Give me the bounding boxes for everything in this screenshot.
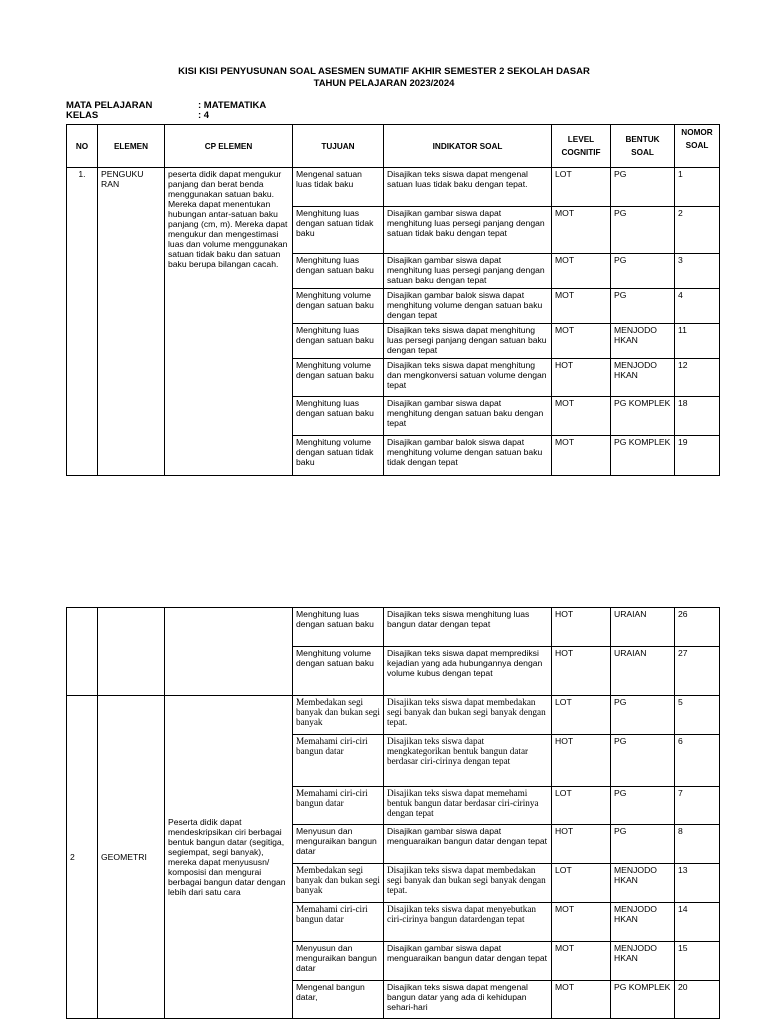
bentuk-cell: PG KOMPLEK — [611, 397, 675, 436]
nomor-cell: 5 — [675, 696, 720, 735]
indikator-cell: Disajikan teks siswa dapat membedakan segi banyak dan bukan segi banyak dengan tepat. — [384, 864, 552, 903]
level-cell: LOT — [552, 696, 611, 735]
table-header-row — [67, 125, 720, 168]
indikator-cell: Disajikan gambar siswa dapat menghitung luas persegi panjang dengan satuan baku dengan tepat — [384, 254, 552, 289]
col-header-no: NO — [67, 125, 98, 168]
nomor-cell: 18 — [675, 397, 720, 436]
indikator-cell: Disajikan teks siswa dapat menghitung dan mengkonversi satuan volume dengan tepat — [384, 359, 552, 397]
level-cell: HOT — [552, 825, 611, 864]
level-cell: HOT — [552, 359, 611, 397]
level-cell: MOT — [552, 207, 611, 254]
bentuk-cell: PG KOMPLEK — [611, 436, 675, 476]
level-cell: MOT — [552, 942, 611, 981]
tujuan-cell: Memahami ciri-ciri bangun datar — [293, 903, 384, 942]
indikator-cell: Disajikan teks siswa dapat memehami bentuk bangun datar berdasar ciri-cirinya dengan tepat — [384, 787, 552, 825]
level-cell: MOT — [552, 289, 611, 324]
tujuan-cell: Membedakan segi banyak dan bukan segi banyak — [293, 696, 384, 735]
nomor-cell: 2 — [675, 207, 720, 254]
cp-elemen-cell: peserta didik dapat mengukur panjang dan berat benda menggunakan satuan baku. Mereka dapat menentukan hubungan antar-satuan baku panjang (cm, m). Mereka dapat mengukur dan mengestimasi luas dan volume menggunakan satuan tidak baku dan satuan baku berupa bilangan cacah. — [165, 168, 293, 476]
bentuk-cell: MENJODO HKAN — [611, 864, 675, 903]
level-cell: LOT — [552, 787, 611, 825]
tujuan-cell: Menghitung luas dengan satuan baku — [293, 397, 384, 436]
col-header-nomor: NOMOR SOAL — [675, 125, 720, 168]
level-cell: MOT — [552, 981, 611, 1019]
bentuk-cell: PG — [611, 168, 675, 207]
indikator-cell: Disajikan gambar siswa dapat menghitung dengan satuan baku dengan tepat — [384, 397, 552, 436]
level-cell: HOT — [552, 608, 611, 647]
col-header-level: LEVEL COGNITIF — [552, 125, 611, 168]
nomor-cell: 4 — [675, 289, 720, 324]
bentuk-cell: MENJODO HKAN — [611, 359, 675, 397]
col-header-bentuk: BENTUK SOAL — [611, 125, 675, 168]
subject-label: MATA PELAJARAN — [66, 100, 153, 111]
level-cell: LOT — [552, 168, 611, 207]
subject-value: : MATEMATIKA — [198, 100, 267, 111]
indikator-cell: Disajikan teks siswa dapat memprediksi kejadian yang ada hubungannya dengan volume kubus dengan tepat — [384, 647, 552, 696]
nomor-cell: 7 — [675, 787, 720, 825]
nomor-cell: 8 — [675, 825, 720, 864]
indikator-cell: Disajikan teks siswa dapat mengenal satuan luas tidak baku dengan tepat. — [384, 168, 552, 207]
nomor-cell: 27 — [675, 647, 720, 696]
nomor-cell: 6 — [675, 735, 720, 787]
bentuk-cell: MENJODO HKAN — [611, 324, 675, 359]
tujuan-cell: Menghitung luas dengan satuan baku — [293, 608, 384, 647]
class-line — [66, 111, 209, 121]
bentuk-cell: PG — [611, 787, 675, 825]
tujuan-cell: Menghitung luas dengan satuan baku — [293, 254, 384, 289]
level-cell: MOT — [552, 324, 611, 359]
document-title — [66, 66, 702, 90]
elemen-cell: GEOMETRI — [98, 696, 165, 1019]
class-label: KELAS — [66, 110, 99, 121]
nomor-cell: 15 — [675, 942, 720, 981]
elemen-cell-empty — [98, 608, 165, 696]
indikator-cell: Disajikan teks siswa dapat menghitung luas persegi panjang dengan satuan baku dengan tepat — [384, 324, 552, 359]
level-cell: HOT — [552, 735, 611, 787]
tujuan-cell: Menghitung volume dengan satuan baku — [293, 289, 384, 324]
tujuan-cell: Menghitung luas dengan satuan tidak baku — [293, 207, 384, 254]
bentuk-cell: URAIAN — [611, 647, 675, 696]
col-header-cp-elemen: CP ELEMEN — [165, 125, 293, 168]
col-header-indikator: INDIKATOR SOAL — [384, 125, 552, 168]
bentuk-cell: PG — [611, 696, 675, 735]
elemen-cell: PENGUKU RAN — [98, 168, 165, 476]
bentuk-cell: PG — [611, 735, 675, 787]
level-cell: HOT — [552, 647, 611, 696]
tujuan-cell: Menghitung volume dengan satuan baku — [293, 647, 384, 696]
tujuan-cell: Mengenal satuan luas tidak baku — [293, 168, 384, 207]
no-cell: 1. — [67, 168, 98, 476]
tujuan-cell: Menyusun dan menguraikan bangun datar — [293, 942, 384, 981]
nomor-cell: 26 — [675, 608, 720, 647]
indikator-cell: Disajikan gambar balok siswa dapat menghitung volume dengan satuan baku tidak dengan tepat — [384, 436, 552, 476]
level-cell: MOT — [552, 254, 611, 289]
indikator-cell: Disajikan teks siswa dapat menyebutkan ciri-cirinya bangun datardengan tepat — [384, 903, 552, 942]
bentuk-cell: PG — [611, 254, 675, 289]
indikator-cell: Disajikan teks siswa dapat mengenal bangun datar yang ada di kehidupan sehari-hari — [384, 981, 552, 1019]
nomor-cell: 11 — [675, 324, 720, 359]
indikator-cell: Disajikan teks siswa dapat mengkategorikan bentuk bangun datar berdasar ciri-cirinya dengan tepat — [384, 735, 552, 787]
col-header-elemen: ELEMEN — [98, 125, 165, 168]
bentuk-cell: PG — [611, 825, 675, 864]
bentuk-cell: MENJODO HKAN — [611, 942, 675, 981]
level-cell: MOT — [552, 397, 611, 436]
bentuk-cell: URAIAN — [611, 608, 675, 647]
tujuan-cell: Memahami ciri-ciri bangun datar — [293, 735, 384, 787]
nomor-cell: 1 — [675, 168, 720, 207]
tujuan-cell: Menghitung luas dengan satuan baku — [293, 324, 384, 359]
level-cell: MOT — [552, 903, 611, 942]
nomor-cell: 19 — [675, 436, 720, 476]
tujuan-cell: Memahami ciri-ciri bangun datar — [293, 787, 384, 825]
title-line-1: KISI KISI PENYUSUNAN SOAL ASESMEN SUMATIF AKHIR SEMESTER 2 SEKOLAH DASAR — [178, 66, 590, 77]
no-cell: 2 — [67, 696, 98, 1019]
tujuan-cell: Mengenal bangun datar, — [293, 981, 384, 1019]
nomor-cell: 20 — [675, 981, 720, 1019]
indikator-cell: Disajikan teks siswa dapat membedakan segi banyak dan bukan segi banyak dengan tepat. — [384, 696, 552, 735]
level-cell: MOT — [552, 436, 611, 476]
nomor-cell: 12 — [675, 359, 720, 397]
bentuk-cell: PG — [611, 289, 675, 324]
tujuan-cell: Membedakan segi banyak dan bukan segi banyak — [293, 864, 384, 903]
table-row — [67, 608, 720, 647]
grid-table-2 — [66, 607, 720, 1019]
nomor-cell: 13 — [675, 864, 720, 903]
nomor-cell: 14 — [675, 903, 720, 942]
indikator-cell: Disajikan gambar siswa dapat menguaraikan bangun datar dengan tepat — [384, 825, 552, 864]
cp-elemen-cell-empty — [165, 608, 293, 696]
indikator-cell: Disajikan teks siswa menghitung luas bangun datar dengan tepat — [384, 608, 552, 647]
indikator-cell: Disajikan gambar siswa dapat menghitung luas persegi panjang dengan satuan tidak baku dengan tepat — [384, 207, 552, 254]
col-header-tujuan: TUJUAN — [293, 125, 384, 168]
grid-table-1 — [66, 124, 720, 476]
indikator-cell: Disajikan gambar balok siswa dapat menghitung volume dengan satuan baku dengan tepat — [384, 289, 552, 324]
level-cell: LOT — [552, 864, 611, 903]
tujuan-cell: Menghitung volume dengan satuan tidak baku — [293, 436, 384, 476]
nomor-cell: 3 — [675, 254, 720, 289]
bentuk-cell: MENJODO HKAN — [611, 903, 675, 942]
class-value: : 4 — [198, 110, 210, 121]
no-cell-empty — [67, 608, 98, 696]
bentuk-cell: PG KOMPLEK — [611, 981, 675, 1019]
title-line-2: TAHUN PELAJARAN 2023/2024 — [313, 78, 455, 89]
cp-elemen-cell: Peserta didik dapat mendeskripsikan ciri berbagai bentuk bangun datar (segitiga, segiempat, segi banyak), mereka dapat menyususn/ komposisi dan mengurai berbagai bangun datar dengan lebih dari satu cara — [165, 696, 293, 1019]
table-row — [67, 696, 720, 735]
tujuan-cell: Menyusun dan menguraikan bangun datar — [293, 825, 384, 864]
table-row — [67, 168, 720, 207]
bentuk-cell: PG — [611, 207, 675, 254]
tujuan-cell: Menghitung volume dengan satuan baku — [293, 359, 384, 397]
indikator-cell: Disajikan gambar siswa dapat menguaraikan bangun datar dengan tepat — [384, 942, 552, 981]
